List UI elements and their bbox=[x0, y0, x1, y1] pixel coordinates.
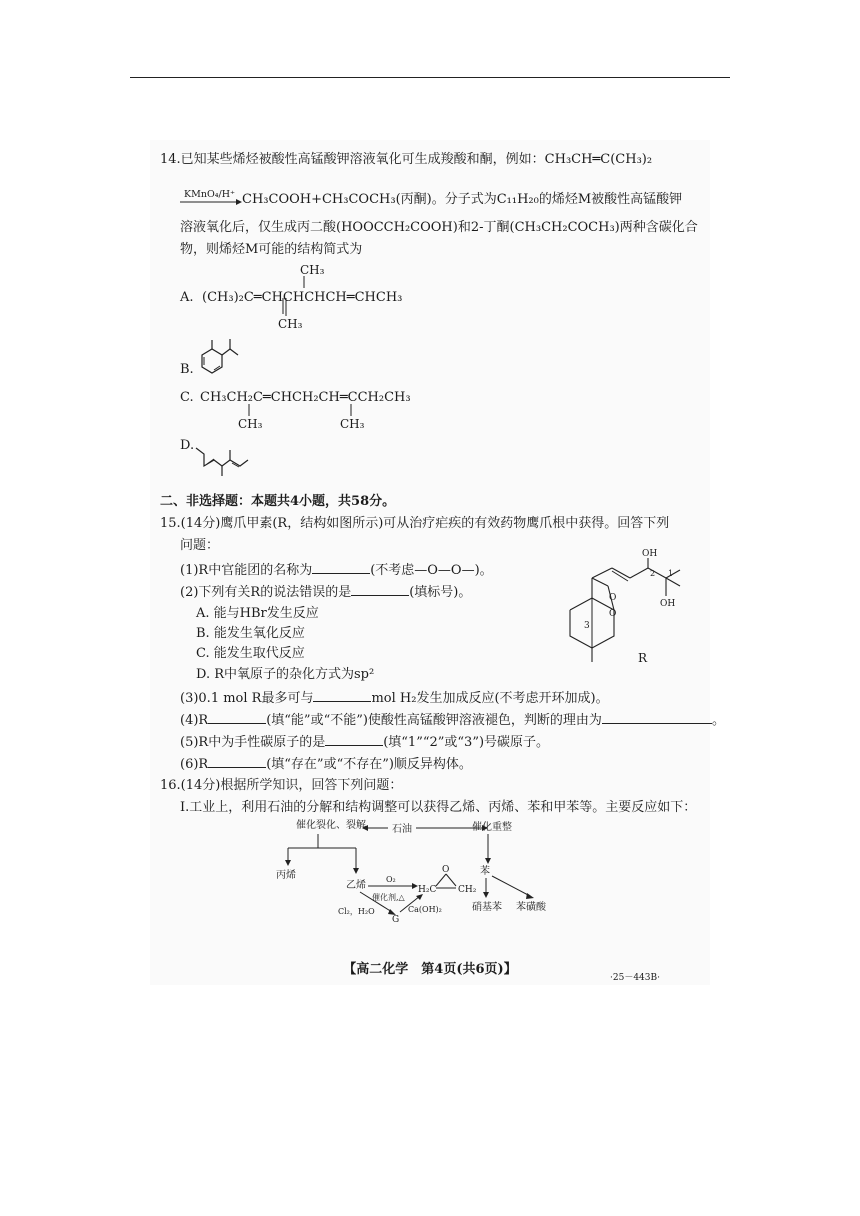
q15-part6 bbox=[180, 756, 472, 773]
r-figure-c3: 3 bbox=[584, 621, 590, 631]
q15-part1 bbox=[180, 562, 493, 579]
q15-stem-line1: 15.(14分)鹰爪甲素(R，结构如图所示)可从治疗疟疾的有效药物鹰爪根中获得。回答下列 bbox=[160, 516, 670, 531]
q14-optA-bottom-methyl: CH₃ bbox=[278, 317, 303, 331]
q15-part4 bbox=[180, 712, 725, 729]
q15-part4-end: 。 bbox=[711, 713, 725, 728]
q15-part5-text: (5)R中为手性碳原子的是 bbox=[180, 735, 326, 750]
q15-part2-note: (填标号)。 bbox=[409, 585, 472, 600]
q15-part4-text: (4)R bbox=[180, 713, 209, 728]
q14-optA-label: A. bbox=[180, 290, 194, 305]
diagram-nitrobenzene: 硝基苯 bbox=[472, 902, 502, 913]
r-figure-oh-bottom: OH bbox=[660, 599, 676, 609]
q14-optD-label: D. bbox=[180, 438, 195, 453]
q15-part5 bbox=[180, 734, 549, 751]
q15-stem-line2: 问题： bbox=[180, 538, 220, 553]
q14-optC-label: C. bbox=[180, 390, 194, 405]
q14-reagent: KMnO₄/H⁺ bbox=[184, 189, 236, 200]
q15-part3-note: mol H₂发生加成反应(不考虑开环加成)。 bbox=[371, 691, 609, 706]
paper-code: ·25－443B· bbox=[610, 973, 660, 983]
diagram-caoh2: Ca(OH)₂ bbox=[408, 905, 442, 914]
q15-part6-blank bbox=[208, 756, 266, 768]
r-figure-oh-top: OH bbox=[642, 549, 658, 559]
q14-optC-methyl-1: CH₃ bbox=[238, 417, 263, 431]
q14-stem-line1: 14.已知某些烯烃被酸性高锰酸钾溶液氧化可生成羧酸和酮，例如：CH₃CH═C(CH₃)₂ bbox=[160, 152, 653, 167]
page-footer: 【高二化学 第4页(共6页)】 bbox=[343, 962, 517, 977]
r-figure-o2: O bbox=[609, 609, 617, 619]
q15-part4-blank1 bbox=[208, 712, 266, 724]
q15-part2-blank bbox=[351, 584, 409, 596]
diagram-cl2: Cl₂，H₂O bbox=[338, 907, 375, 916]
petroleum-reaction-diagram bbox=[260, 820, 590, 930]
q14-optD-structure bbox=[194, 440, 254, 480]
r-figure-c1: 1 bbox=[668, 569, 674, 578]
q15-optA: A. 能与HBr发生反应 bbox=[196, 606, 319, 621]
r-structure-figure bbox=[556, 549, 696, 668]
section-2-heading: 二、非选择题：本题共4小题，共58分。 bbox=[160, 494, 396, 509]
diagram-crack-label: 催化裂化、裂解 bbox=[296, 820, 366, 831]
diagram-reform-label: 催化重整 bbox=[472, 822, 512, 833]
diagram-epoxide-right: CH₂ bbox=[458, 885, 477, 895]
reaction-arrow bbox=[180, 198, 242, 206]
q15-part6-note: (填“存在”或“不存在”)顺反异构体。 bbox=[266, 757, 472, 772]
q15-optB: B. 能发生氧化反应 bbox=[196, 626, 305, 641]
q15-part1-note: (不考虑—O—O—)。 bbox=[370, 563, 493, 578]
q15-part5-note: (填“1”“2”或“3”)号碳原子。 bbox=[383, 735, 550, 750]
q14-stem-line4: 物，则烯烃M可能的结构简式为 bbox=[180, 242, 363, 257]
r-figure-o1: O bbox=[609, 593, 617, 603]
top-rule bbox=[130, 77, 730, 78]
diagram-o2: O₂ bbox=[386, 875, 396, 884]
q16-part1-intro: Ⅰ.工业上，利用石油的分解和结构调整可以获得乙烯、丙烯、苯和甲苯等。主要反应如下： bbox=[180, 800, 697, 815]
q15-part1-text: (1)R中官能团的名称为 bbox=[180, 563, 313, 578]
q15-part1-blank bbox=[312, 562, 370, 574]
diagram-g: G bbox=[392, 915, 400, 925]
q14-optC-formula: CH₃CH₂C═CHCH₂CH═CCH₂CH₃ bbox=[200, 390, 411, 405]
q15-optC: C. 能发生取代反应 bbox=[196, 646, 305, 661]
q15-part6-text: (6)R bbox=[180, 757, 209, 772]
q15-part5-blank bbox=[325, 734, 383, 746]
q15-part3-blank bbox=[313, 690, 371, 702]
diagram-epoxide-o: O bbox=[442, 865, 450, 875]
diagram-benzene: 苯 bbox=[480, 866, 490, 877]
q16-stem: 16.(14分)根据所学知识，回答下列问题： bbox=[160, 778, 403, 793]
diagram-oil: 石油 bbox=[392, 824, 412, 835]
diagram-propene: 丙烯 bbox=[276, 870, 296, 881]
q14-optB-structure bbox=[192, 336, 242, 386]
q14-stem-line3: 溶液氧化后，仅生成丙二酸(HOOCCH₂COOH)和2-丁酮(CH₃CH₂COCH₃)两种含碳化合 bbox=[180, 220, 698, 235]
diagram-epoxide-left: H₂C bbox=[418, 885, 437, 895]
diagram-benzenesulfonic: 苯磺酸 bbox=[516, 902, 546, 913]
q15-part4-mid: (填“能”或“不能”)使酸性高锰酸钾溶液褪色，判断的理由为 bbox=[266, 713, 602, 728]
q15-part3-text: (3)0.1 mol R最多可与 bbox=[180, 691, 314, 706]
r-figure-label: R bbox=[638, 651, 648, 665]
q15-part3 bbox=[180, 690, 609, 707]
q14-stem-line2: CH₃COOH+CH₃COCH₃(丙酮)。分子式为C₁₁H₂₀的烯烃M被酸性高锰酸钾 bbox=[242, 192, 683, 207]
diagram-condition: 催化剂,△ bbox=[372, 893, 405, 902]
q15-part2 bbox=[180, 584, 471, 601]
q14-optC-methyl-2: CH₃ bbox=[340, 417, 365, 431]
q14-optB-label: B. bbox=[180, 362, 194, 377]
q15-optD: D. R中氧原子的杂化方式为sp² bbox=[196, 667, 375, 682]
q14-optA-top-methyl: CH₃ bbox=[300, 263, 325, 277]
q15-part4-blank2 bbox=[602, 712, 712, 724]
r-figure-c2: 2 bbox=[650, 569, 656, 578]
q15-part2-text: (2)下列有关R的说法错误的是 bbox=[180, 585, 352, 600]
q14-optA-formula: (CH₃)₂C═CHCHCHCH═CHCH₃ bbox=[202, 290, 403, 305]
diagram-ethene: 乙烯 bbox=[346, 880, 366, 891]
